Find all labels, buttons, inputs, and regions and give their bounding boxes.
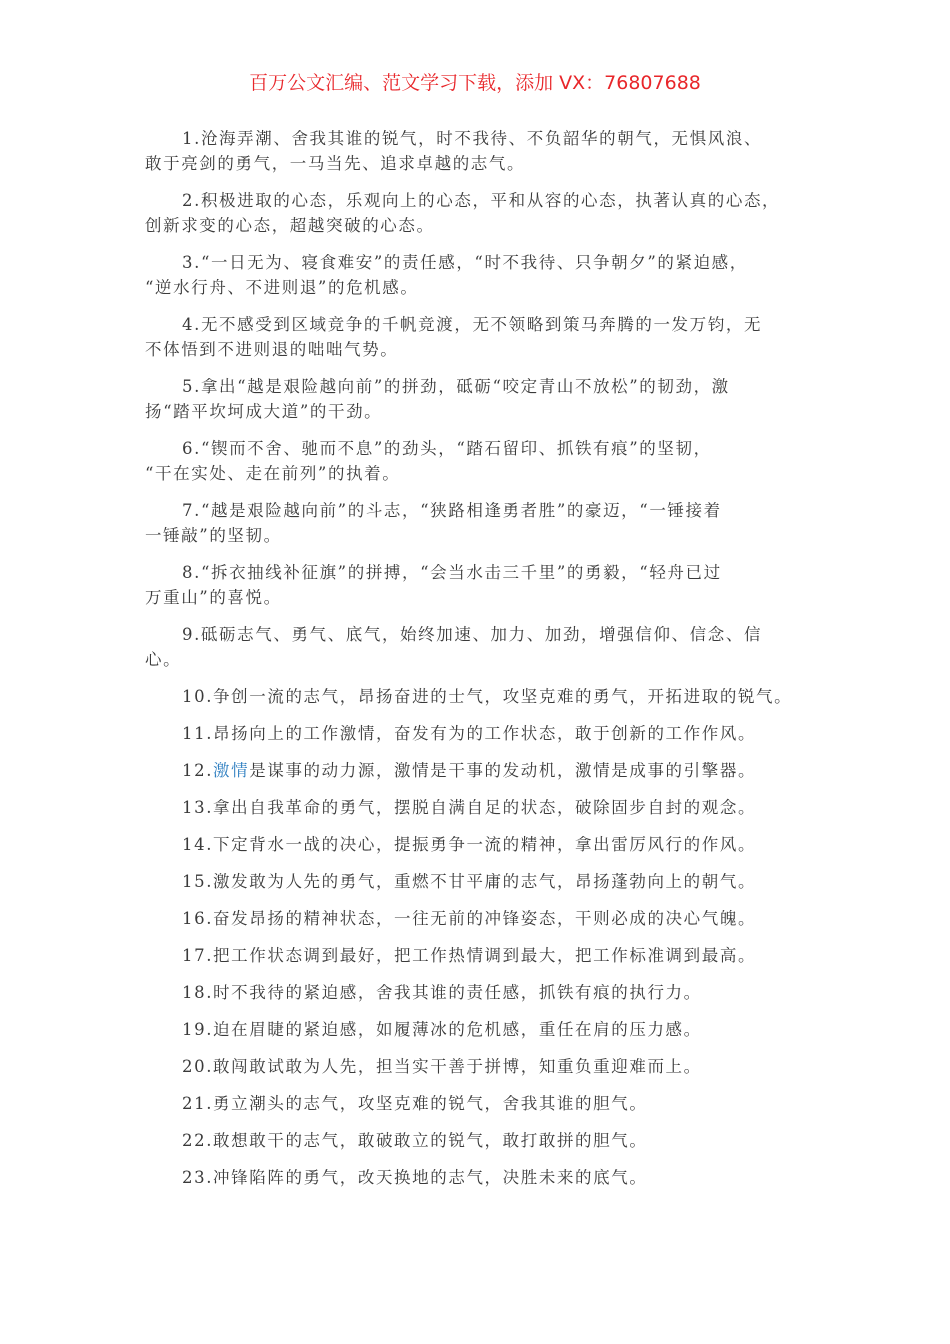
list-item-line: 5.拿出“越是艰险越向前”的拼劲，砥砺“咬定青山不放松”的韧劲，激 [182,377,730,396]
list-item [145,560,825,610]
list-item-line: 扬“踏平坎坷成大道”的干劲。 [145,402,383,421]
list-item-line: 不体悟到不进则退的咄咄气势。 [145,340,399,359]
list-item-line: 21.勇立潮头的志气，攻坚克难的锐气，舍我其谁的胆气。 [182,1094,648,1113]
list-item [145,758,825,783]
keyword-link[interactable]: 激情 [213,761,250,780]
document-body [145,126,825,1202]
watermark-header: 百万公文汇编、范文学习下载，添加 VX：76807688 [249,72,701,94]
list-item-line: 17.把工作状态调到最好，把工作热情调到最大，把工作标准调到最高。 [182,946,757,965]
list-item-line: 11.昂扬向上的工作激情，奋发有为的工作状态，敢于创新的工作作风。 [182,724,757,743]
list-item [145,1091,825,1116]
list-item-line: 16.奋发昂扬的精神状态，一往无前的冲锋姿态，干则必成的决心气魄。 [182,909,757,928]
list-item-line: 14.下定背水一战的决心，提振勇争一流的精神，拿出雷厉风行的作风。 [182,835,757,854]
list-item-line: 心。 [145,650,182,669]
list-item-line: 3.“一日无为、寝食难安”的责任感，“时不我待、只争朝夕”的紧迫感， [182,253,748,272]
list-item-line: 8.“拆衣抽线补征旗”的拼搏，“会当水击三千里”的勇毅，“轻舟已过 [182,563,722,582]
list-item [145,436,825,486]
list-item-line: 23.冲锋陷阵的勇气，改天换地的志气，决胜未来的底气。 [182,1168,648,1187]
list-item-line: 一锤敲”的坚韧。 [145,526,282,545]
list-item [145,1165,825,1190]
list-item [145,126,825,176]
list-item-line: “逆水行舟、不进则退”的危机感。 [145,278,419,297]
list-item-line: 2.积极进取的心态，乐观向上的心态，平和从容的心态，执著认真的心态， [182,191,781,210]
list-item-line: 4.无不感受到区域竞争的千帆竞渡，无不领略到策马奔腾的一发万钧，无 [182,315,763,334]
list-item-line: 7.“越是艰险越向前”的斗志，“狭路相逢勇者胜”的豪迈，“一锤接着 [182,501,722,520]
list-item [145,795,825,820]
list-item [145,250,825,300]
list-item [145,980,825,1005]
list-item-line: 22.敢想敢干的志气，敢破敢立的锐气，敢打敢拼的胆气。 [182,1131,648,1150]
list-item-line: 创新求变的心态，超越突破的心态。 [145,216,435,235]
list-item-line: 万重山”的喜悦。 [145,588,282,607]
list-item [145,906,825,931]
list-item-line: 18.时不我待的紧迫感，舍我其谁的责任感，抓铁有痕的执行力。 [182,983,702,1002]
list-item [145,1054,825,1079]
list-item [145,622,825,672]
list-item-line: 1.沧海弄潮、舍我其谁的锐气，时不我待、不负韶华的朝气，无惧风浪、 [182,129,763,148]
list-item [145,188,825,238]
item-text: 是谋事的动力源，激情是干事的发动机，激情是成事的引擎器。 [249,761,757,780]
list-item-line: 9.砥砺志气、勇气、底气，始终加速、加力、加劲，增强信仰、信念、信 [182,625,763,644]
list-item [145,832,825,857]
list-item [145,943,825,968]
list-item-line: 19.迫在眉睫的紧迫感，如履薄冰的危机感，重任在肩的压力感。 [182,1020,702,1039]
list-item [145,498,825,548]
list-item [145,869,825,894]
list-item [145,721,825,746]
list-item-line: 10.争创一流的志气，昂扬奋进的士气，攻坚克难的勇气，开拓进取的锐气。 [182,687,793,706]
list-item [145,1128,825,1153]
list-item-line [145,758,825,783]
list-item-line: 敢于亮剑的勇气，一马当先、追求卓越的志气。 [145,154,526,173]
list-item [145,1017,825,1042]
list-item-line: 20.敢闯敢试敢为人先，担当实干善于拼博，知重负重迎难而上。 [182,1057,702,1076]
list-item-line: “干在实处、走在前列”的执着。 [145,464,401,483]
list-item-line: 13.拿出自我革命的勇气，摆脱自满自足的状态，破除固步自封的观念。 [182,798,757,817]
list-item [145,312,825,362]
list-item [145,374,825,424]
list-item-line: 15.激发敢为人先的勇气，重燃不甘平庸的志气，昂扬蓬勃向上的朝气。 [182,872,757,891]
list-item-line: 6.“锲而不舍、驰而不息”的劲头，“踏石留印、抓铁有痕”的坚韧， [182,439,712,458]
list-item [145,684,825,709]
item-number: 12. [182,761,214,780]
